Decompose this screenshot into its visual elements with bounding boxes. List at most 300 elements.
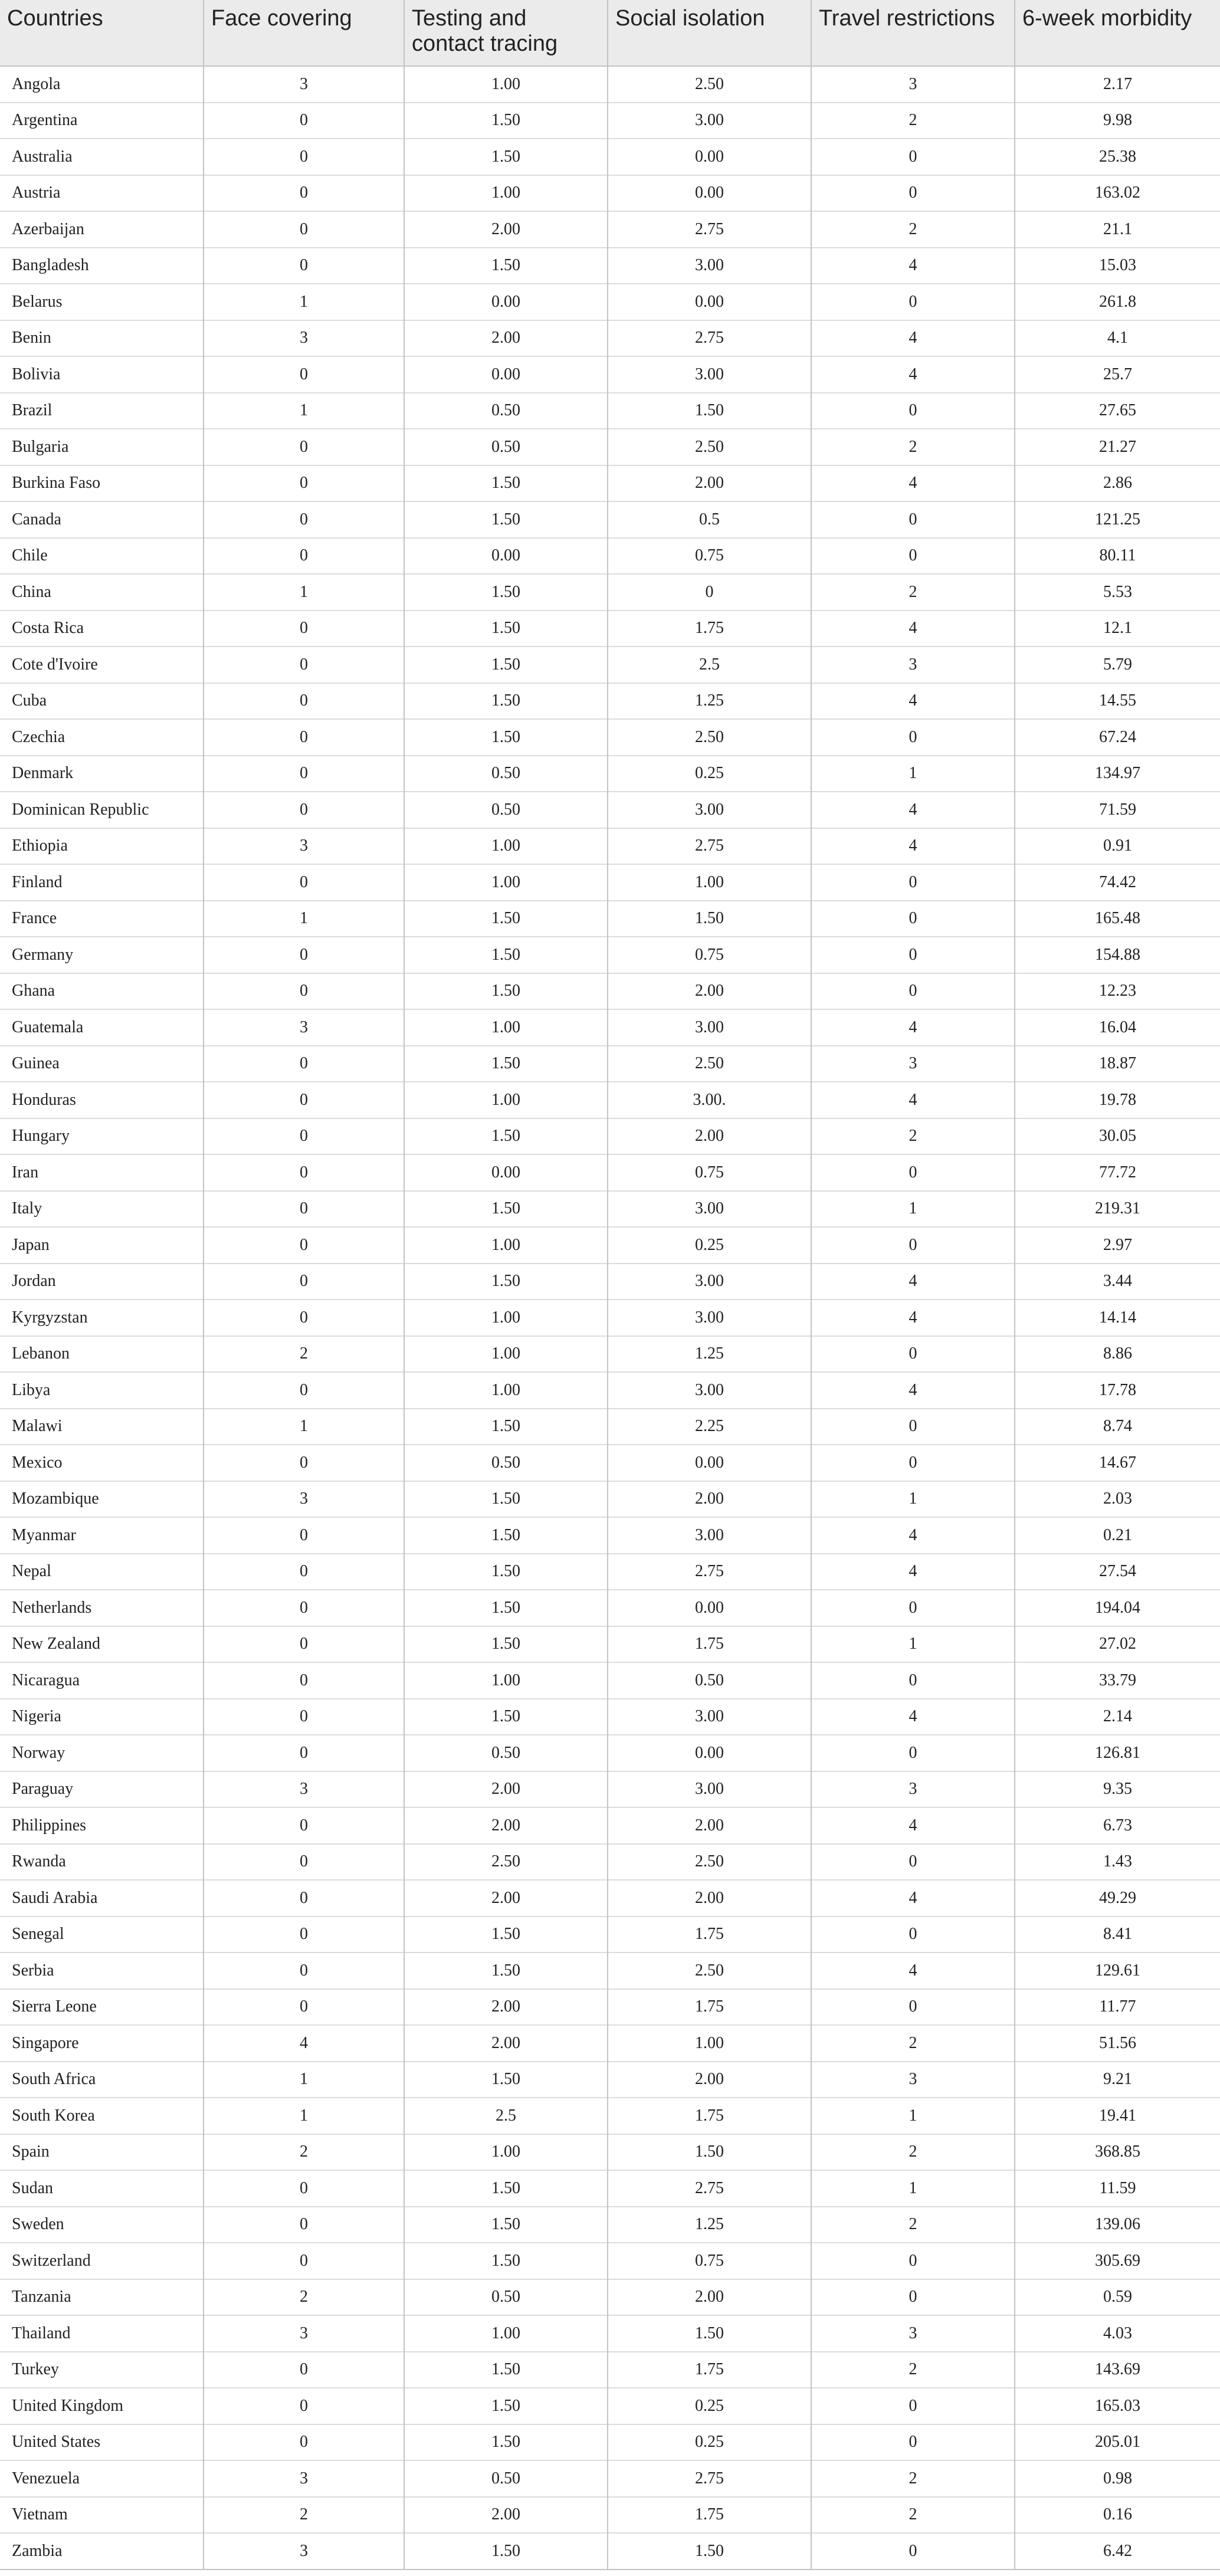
travel-restrictions-cell: 1 [811,2170,1015,2207]
country-cell: Sierra Leone [0,1989,204,2026]
country-cell: Norway [0,1735,204,1771]
face-covering-cell: 0 [204,139,404,175]
country-cell: Denmark [0,756,204,792]
travel-restrictions-cell: 2 [811,574,1015,611]
testing-contact-tracing-cell: 0.00 [404,538,608,575]
table-row [0,1626,1220,1663]
face-covering-cell: 3 [204,2460,404,2497]
morbidity-cell: 6.42 [1015,2533,1220,2570]
testing-contact-tracing-cell: 0.00 [404,284,608,320]
travel-restrictions-cell: 2 [811,2497,1015,2534]
country-cell: Argentina [0,103,204,139]
table-row [0,248,1220,284]
face-covering-cell: 0 [204,1699,404,1735]
travel-restrictions-cell: 4 [811,828,1015,865]
face-covering-cell: 0 [204,2243,404,2279]
testing-contact-tracing-cell: 0.50 [404,2279,608,2316]
morbidity-cell: 4.1 [1015,320,1220,357]
face-covering-cell: 2 [204,2497,404,2534]
travel-restrictions-cell: 3 [811,2062,1015,2098]
travel-restrictions-cell: 4 [811,792,1015,828]
table-row [0,2424,1220,2461]
morbidity-cell: 5.53 [1015,574,1220,611]
morbidity-cell: 8.41 [1015,1917,1220,1953]
travel-restrictions-cell: 4 [811,1009,1015,1046]
travel-restrictions-cell: 2 [811,2207,1015,2243]
social-isolation-cell: 0.75 [608,2243,811,2279]
testing-contact-tracing-cell: 0.50 [404,1735,608,1771]
face-covering-cell: 0 [204,937,404,973]
face-covering-cell: 0 [204,756,404,792]
morbidity-cell: 77.72 [1015,1154,1220,1191]
morbidity-cell: 305.69 [1015,2243,1220,2279]
face-covering-cell: 3 [204,320,404,357]
travel-restrictions-cell: 0 [811,901,1015,937]
social-isolation-cell: 1.75 [608,1989,811,2026]
travel-restrictions-cell: 4 [811,356,1015,393]
social-isolation-cell: 1.00 [608,2025,811,2062]
social-isolation-cell: 1.50 [608,2533,811,2570]
table-row [0,1989,1220,2026]
country-cell: Thailand [0,2315,204,2352]
social-isolation-cell: 2.00 [608,973,811,1010]
morbidity-cell: 5.79 [1015,647,1220,683]
testing-contact-tracing-cell: 1.50 [404,1118,608,1155]
travel-restrictions-cell: 2 [811,211,1015,248]
testing-contact-tracing-cell: 1.50 [404,1590,608,1626]
testing-contact-tracing-cell: 2.00 [404,1771,608,1808]
country-cell: Spain [0,2134,204,2171]
morbidity-cell: 19.41 [1015,2098,1220,2134]
morbidity-cell: 14.67 [1015,1445,1220,1481]
travel-restrictions-cell: 2 [811,2025,1015,2062]
face-covering-cell: 0 [204,175,404,212]
travel-restrictions-cell: 1 [811,756,1015,792]
face-covering-cell: 0 [204,1154,404,1191]
travel-restrictions-cell: 2 [811,1118,1015,1155]
morbidity-cell: 3.44 [1015,1264,1220,1300]
table-row [0,1481,1220,1518]
testing-contact-tracing-cell: 0.50 [404,429,608,465]
social-isolation-cell: 2.75 [608,2460,811,2497]
travel-restrictions-cell: 3 [811,2315,1015,2352]
travel-restrictions-cell: 2 [811,103,1015,139]
testing-contact-tracing-cell: 1.50 [404,2352,608,2388]
morbidity-cell: 33.79 [1015,1662,1220,1699]
table-row [0,574,1220,611]
face-covering-cell: 0 [204,719,404,756]
country-cell: France [0,901,204,937]
morbidity-cell: 0.21 [1015,1517,1220,1554]
testing-contact-tracing-cell: 1.00 [404,864,608,901]
social-isolation-cell: 3.00 [608,1699,811,1735]
table-row [0,320,1220,357]
country-cell: Iran [0,1154,204,1191]
table-row [0,2062,1220,2098]
social-isolation-cell: 0.00 [608,1445,811,1481]
table-row [0,1046,1220,1082]
table-row [0,2315,1220,2352]
social-isolation-cell: 3.00 [608,1191,811,1228]
social-isolation-cell: 0.25 [608,2424,811,2461]
country-cell: Philippines [0,1807,204,1844]
morbidity-cell: 21.27 [1015,429,1220,465]
country-cell: Austria [0,175,204,212]
testing-contact-tracing-cell: 1.50 [404,1264,608,1300]
country-cell: Dominican Republic [0,792,204,828]
travel-restrictions-cell: 4 [811,1699,1015,1735]
country-cell: Ghana [0,973,204,1010]
country-cell: Japan [0,1227,204,1264]
morbidity-cell: 11.59 [1015,2170,1220,2207]
social-isolation-cell: 0.25 [608,2388,811,2424]
morbidity-cell: 2.97 [1015,1227,1220,1264]
travel-restrictions-cell: 1 [811,1481,1015,1518]
social-isolation-cell: 0.5 [608,501,811,538]
morbidity-cell: 121.25 [1015,501,1220,538]
morbidity-cell: 6.73 [1015,1807,1220,1844]
social-isolation-cell: 2.75 [608,1554,811,1590]
country-cell: Azerbaijan [0,211,204,248]
testing-contact-tracing-cell: 1.50 [404,2170,608,2207]
morbidity-cell: 15.03 [1015,248,1220,284]
social-isolation-cell: 1.75 [608,2098,811,2134]
country-cell: Singapore [0,2025,204,2062]
testing-contact-tracing-cell: 1.00 [404,1372,608,1409]
travel-restrictions-cell: 0 [811,1844,1015,1881]
face-covering-cell: 0 [204,1191,404,1228]
social-isolation-cell: 2.75 [608,320,811,357]
face-covering-cell: 0 [204,611,404,647]
testing-contact-tracing-cell: 1.50 [404,1917,608,1953]
travel-restrictions-cell: 4 [811,1952,1015,1989]
table-row [0,284,1220,320]
table-row [0,1191,1220,1228]
face-covering-cell: 0 [204,1880,404,1917]
morbidity-cell: 0.98 [1015,2460,1220,2497]
morbidity-cell: 2.03 [1015,1481,1220,1518]
travel-restrictions-cell: 0 [811,284,1015,320]
social-isolation-cell: 3.00 [608,1771,811,1808]
country-cell: Rwanda [0,1844,204,1881]
face-covering-cell: 0 [204,1917,404,1953]
social-isolation-cell: 2.50 [608,1952,811,1989]
testing-contact-tracing-cell: 0.50 [404,756,608,792]
morbidity-cell: 27.65 [1015,393,1220,429]
social-isolation-cell: 0.00 [608,139,811,175]
testing-contact-tracing-cell: 2.00 [404,211,608,248]
social-isolation-cell: 2.25 [608,1409,811,1445]
face-covering-cell: 0 [204,792,404,828]
country-cell: Canada [0,501,204,538]
table-row [0,719,1220,756]
country-cell: South Africa [0,2062,204,2098]
testing-contact-tracing-cell: 1.50 [404,973,608,1010]
social-isolation-cell: 2.5 [608,647,811,683]
travel-restrictions-cell: 4 [811,683,1015,720]
face-covering-cell: 0 [204,465,404,502]
face-covering-cell: 1 [204,284,404,320]
country-cell: South Korea [0,2098,204,2134]
testing-contact-tracing-cell: 1.00 [404,828,608,865]
table-row [0,1590,1220,1626]
table-row [0,2025,1220,2062]
testing-contact-tracing-cell: 1.50 [404,465,608,502]
morbidity-cell: 368.85 [1015,2134,1220,2171]
header-countries: Countries [0,0,204,66]
country-cell: Chile [0,538,204,575]
morbidity-cell: 71.59 [1015,792,1220,828]
social-isolation-cell: 0 [608,574,811,611]
travel-restrictions-cell: 0 [811,1590,1015,1626]
table-row [0,1807,1220,1844]
table-row [0,901,1220,937]
table-row [0,1300,1220,1336]
social-isolation-cell: 1.50 [608,901,811,937]
social-isolation-cell: 2.00 [608,1880,811,1917]
table-row [0,1445,1220,1481]
morbidity-cell: 25.7 [1015,356,1220,393]
table-row [0,538,1220,575]
travel-restrictions-cell: 0 [811,2279,1015,2316]
morbidity-cell: 134.97 [1015,756,1220,792]
table-row [0,2279,1220,2316]
travel-restrictions-cell: 3 [811,66,1015,103]
travel-restrictions-cell: 0 [811,1154,1015,1191]
testing-contact-tracing-cell: 1.50 [404,901,608,937]
table-row [0,1118,1220,1155]
social-isolation-cell: 2.00 [608,1481,811,1518]
country-cell: Belarus [0,284,204,320]
face-covering-cell: 0 [204,1807,404,1844]
face-covering-cell: 0 [204,2207,404,2243]
country-cell: Libya [0,1372,204,1409]
testing-contact-tracing-cell: 1.50 [404,647,608,683]
travel-restrictions-cell: 2 [811,2134,1015,2171]
face-covering-cell: 3 [204,1009,404,1046]
social-isolation-cell: 2.50 [608,66,811,103]
social-isolation-cell: 1.75 [608,2497,811,2534]
testing-contact-tracing-cell: 1.00 [404,1662,608,1699]
morbidity-cell: 8.74 [1015,1409,1220,1445]
face-covering-cell: 0 [204,1118,404,1155]
country-cell: Ethiopia [0,828,204,865]
social-isolation-cell: 2.00 [608,1118,811,1155]
social-isolation-cell: 2.50 [608,429,811,465]
face-covering-cell: 0 [204,1735,404,1771]
social-isolation-cell: 3.00 [608,1372,811,1409]
testing-contact-tracing-cell: 1.50 [404,2243,608,2279]
country-cell: Malawi [0,1409,204,1445]
morbidity-cell: 14.14 [1015,1300,1220,1336]
social-isolation-cell: 1.25 [608,1336,811,1373]
country-cell: Honduras [0,1082,204,1118]
morbidity-cell: 0.59 [1015,2279,1220,2316]
testing-contact-tracing-cell: 1.50 [404,139,608,175]
social-isolation-cell: 1.50 [608,393,811,429]
social-isolation-cell: 0.25 [608,756,811,792]
morbidity-cell: 9.21 [1015,2062,1220,2098]
country-cell: Italy [0,1191,204,1228]
testing-contact-tracing-cell: 1.50 [404,937,608,973]
morbidity-cell: 2.17 [1015,66,1220,103]
social-isolation-cell: 3.00 [608,1264,811,1300]
table-row [0,103,1220,139]
travel-restrictions-cell: 2 [811,2460,1015,2497]
table-row [0,429,1220,465]
table-row [0,1771,1220,1808]
face-covering-cell: 1 [204,2062,404,2098]
country-cell: Bolivia [0,356,204,393]
table-row [0,2460,1220,2497]
travel-restrictions-cell: 0 [811,1445,1015,1481]
morbidity-cell: 2.86 [1015,465,1220,502]
face-covering-cell: 2 [204,1336,404,1373]
travel-restrictions-cell: 0 [811,139,1015,175]
face-covering-cell: 0 [204,973,404,1010]
social-isolation-cell: 2.00 [608,2062,811,2098]
testing-contact-tracing-cell: 1.00 [404,175,608,212]
country-cell: Sweden [0,2207,204,2243]
travel-restrictions-cell: 4 [811,1807,1015,1844]
table-row [0,937,1220,973]
morbidity-cell: 9.98 [1015,103,1220,139]
table-row [0,611,1220,647]
table-row [0,2207,1220,2243]
face-covering-cell: 0 [204,2388,404,2424]
social-isolation-cell: 1.25 [608,683,811,720]
table-row [0,792,1220,828]
testing-contact-tracing-cell: 1.00 [404,2134,608,2171]
testing-contact-tracing-cell: 1.50 [404,683,608,720]
social-isolation-cell: 0.00 [608,1590,811,1626]
morbidity-cell: 205.01 [1015,2424,1220,2461]
country-cell: Nigeria [0,1699,204,1735]
social-isolation-cell: 1.75 [608,611,811,647]
table-row [0,175,1220,212]
header-testing-contact-tracing: Testing and contact tracing [404,0,608,66]
travel-restrictions-cell: 0 [811,538,1015,575]
social-isolation-cell: 1.25 [608,2207,811,2243]
country-cell: Serbia [0,1952,204,1989]
travel-restrictions-cell: 1 [811,1626,1015,1663]
travel-restrictions-cell: 3 [811,1771,1015,1808]
table-row [0,1880,1220,1917]
social-isolation-cell: 1.75 [608,2352,811,2388]
country-cell: Brazil [0,393,204,429]
social-isolation-cell: 0.00 [608,284,811,320]
testing-contact-tracing-cell: 1.50 [404,1046,608,1082]
morbidity-cell: 12.23 [1015,973,1220,1010]
testing-contact-tracing-cell: 1.00 [404,1082,608,1118]
country-cell: Nicaragua [0,1662,204,1699]
table-row [0,2533,1220,2570]
country-cell: Saudi Arabia [0,1880,204,1917]
table-row [0,1372,1220,1409]
face-covering-cell: 3 [204,828,404,865]
face-covering-cell: 0 [204,1844,404,1881]
travel-restrictions-cell: 2 [811,429,1015,465]
face-covering-cell: 2 [204,2134,404,2171]
morbidity-cell: 27.54 [1015,1554,1220,1590]
face-covering-cell: 0 [204,1952,404,1989]
face-covering-cell: 0 [204,864,404,901]
morbidity-cell: 11.77 [1015,1989,1220,2026]
face-covering-cell: 1 [204,393,404,429]
table-row [0,1517,1220,1554]
testing-contact-tracing-cell: 2.50 [404,1844,608,1881]
testing-contact-tracing-cell: 2.00 [404,1807,608,1844]
social-isolation-cell: 2.50 [608,1844,811,1881]
table-row [0,1227,1220,1264]
table-row [0,211,1220,248]
travel-restrictions-cell: 4 [811,1880,1015,1917]
morbidity-cell: 14.55 [1015,683,1220,720]
table-row [0,2388,1220,2424]
table-row [0,1735,1220,1771]
table-row [0,2170,1220,2207]
country-cell: Australia [0,139,204,175]
header-social-isolation: Social isolation [608,0,811,66]
morbidity-cell: 51.56 [1015,2025,1220,2062]
testing-contact-tracing-cell: 1.00 [404,1300,608,1336]
social-isolation-cell: 0.50 [608,1662,811,1699]
face-covering-cell: 1 [204,574,404,611]
testing-contact-tracing-cell: 1.50 [404,2533,608,2570]
testing-contact-tracing-cell: 1.50 [404,719,608,756]
testing-contact-tracing-cell: 0.50 [404,1445,608,1481]
testing-contact-tracing-cell: 1.50 [404,103,608,139]
testing-contact-tracing-cell: 1.00 [404,66,608,103]
header-6-week-morbidity: 6-week morbidity [1015,0,1220,66]
table-row [0,683,1220,720]
country-cell: Finland [0,864,204,901]
travel-restrictions-cell: 0 [811,2388,1015,2424]
table-row [0,465,1220,502]
social-isolation-cell: 0.00 [608,1735,811,1771]
morbidity-cell: 261.8 [1015,284,1220,320]
travel-restrictions-cell: 0 [811,501,1015,538]
travel-restrictions-cell: 3 [811,647,1015,683]
table-row [0,756,1220,792]
face-covering-cell: 4 [204,2025,404,2062]
face-covering-cell: 0 [204,1590,404,1626]
face-covering-cell: 0 [204,1626,404,1663]
face-covering-cell: 0 [204,683,404,720]
country-cell: New Zealand [0,1626,204,1663]
country-cell: Costa Rica [0,611,204,647]
testing-contact-tracing-cell: 2.00 [404,1880,608,1917]
face-covering-cell: 0 [204,429,404,465]
table-row [0,828,1220,865]
country-cell: Jordan [0,1264,204,1300]
travel-restrictions-cell: 4 [811,1300,1015,1336]
country-cell: Angola [0,66,204,103]
testing-contact-tracing-cell: 1.50 [404,1191,608,1228]
country-cell: United States [0,2424,204,2461]
social-isolation-cell: 2.00 [608,465,811,502]
face-covering-cell: 0 [204,501,404,538]
social-isolation-cell: 3.00 [608,356,811,393]
header-row [0,0,1220,66]
social-isolation-cell: 3.00 [608,1300,811,1336]
social-isolation-cell: 3.00 [608,792,811,828]
morbidity-cell: 74.42 [1015,864,1220,901]
morbidity-cell: 16.04 [1015,1009,1220,1046]
travel-restrictions-cell: 0 [811,2424,1015,2461]
table-row [0,1699,1220,1735]
testing-contact-tracing-cell: 1.50 [404,1554,608,1590]
